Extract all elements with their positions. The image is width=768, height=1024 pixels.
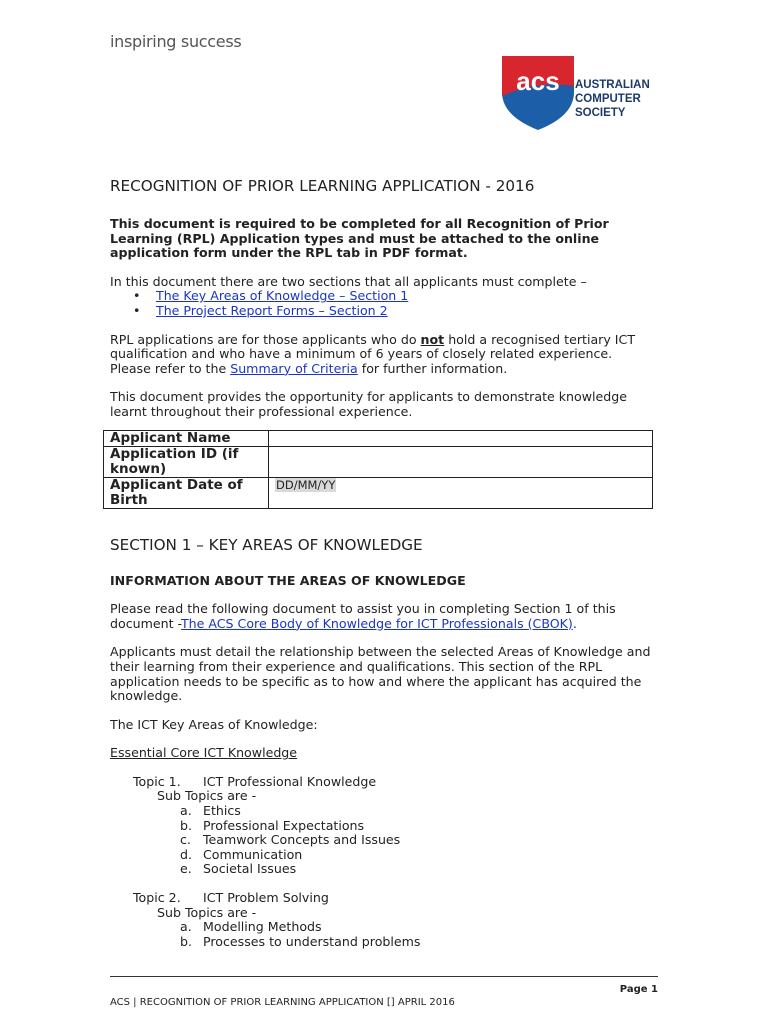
list-text: Societal Issues (203, 861, 297, 877)
document-title: RECOGNITION OF PRIOR LEARNING APPLICATION - 2016 (110, 177, 535, 195)
cbok-link[interactable]: The ACS Core Body of Knowledge for ICT Professionals (CBOK) (180, 615, 573, 631)
list-letter: e. (180, 861, 192, 877)
list-item (110, 804, 655, 819)
table-row (104, 477, 653, 508)
footer-divider (110, 976, 658, 977)
key-areas-link[interactable]: The Key Areas of Knowledge – Section 1 (156, 288, 409, 304)
opportunity-paragraph: This document provides the opportunity for applicants to demonstrate knowledge learnt throughout their professional experience. (110, 389, 628, 419)
list-text: Professional Expectations (203, 817, 365, 833)
date-of-birth-placeholder: DD/MM/YY (276, 477, 336, 492)
list-item (110, 848, 655, 863)
list-text: Communication (203, 846, 303, 862)
rpl-emphasis: not (420, 331, 445, 347)
topic-name: ICT Professional Knowledge (203, 773, 377, 789)
rpl-paragraph (110, 333, 655, 377)
section-links-list (110, 289, 655, 318)
subtopics-label: Sub Topics are - (157, 904, 257, 920)
rpl-text-after: hold a recognised tertiary ICT qualification and who have a minimum of 6 years of closely related experience. Please refer to the (110, 331, 636, 376)
applicant-details-table (103, 430, 653, 509)
list-letter: b. (180, 933, 192, 949)
topic-2 (110, 891, 655, 949)
rpl-text-before: RPL applications are for those applicants who do (110, 331, 421, 347)
list-letter: c. (180, 832, 191, 848)
table-row (104, 446, 653, 477)
rpl-text-end: for further information. (357, 360, 508, 376)
topic-1 (110, 775, 655, 877)
list-item (110, 920, 655, 935)
section-link-item (110, 304, 655, 319)
list-letter: a. (180, 919, 192, 935)
ict-key-areas-label: The ICT Key Areas of Knowledge: (110, 716, 318, 732)
list-letter: a. (180, 803, 192, 819)
page-number: Page 1 (619, 984, 658, 995)
topic-name: ICT Problem Solving (203, 890, 329, 906)
list-text: Processes to understand problems (203, 933, 421, 949)
section-link-item (110, 289, 655, 304)
list-item (110, 833, 655, 848)
read-text-after: . (572, 615, 577, 631)
table-row (104, 430, 653, 446)
logo-wordmark (575, 78, 650, 120)
footer-text: ACS | RECOGNITION OF PRIOR LEARNING APPLICATION [] APRIL 2016 (110, 997, 455, 1008)
application-id-label: Application ID (if known) (104, 446, 269, 477)
list-text: Modelling Methods (203, 919, 322, 935)
topic-number: Topic 2. (133, 890, 181, 906)
list-item (110, 862, 655, 877)
document-body (110, 176, 655, 949)
read-paragraph (110, 602, 655, 631)
list-item (110, 819, 655, 834)
list-letter: d. (180, 846, 192, 862)
list-item (110, 935, 655, 950)
acs-logo (498, 52, 668, 132)
intro-paragraph: This document is required to be completed for all Recognition of Prior Learning (RPL) Application types and must be attached to the online application form under the RPL tab in PDF format. (110, 216, 609, 261)
application-id-field[interactable] (269, 446, 653, 477)
topic-heading (133, 891, 655, 906)
subtopics-list (110, 804, 655, 877)
applicant-name-field[interactable] (269, 430, 653, 446)
section1-title: SECTION 1 – KEY AREAS OF KNOWLEDGE (110, 535, 423, 554)
topic-number: Topic 1. (133, 773, 181, 789)
topic-heading (133, 775, 655, 790)
subtopics-label: Sub Topics are - (157, 788, 257, 804)
list-text: Ethics (203, 803, 241, 819)
list-text: Teamwork Concepts and Issues (203, 832, 401, 848)
logo-line-1: AUSTRALIAN (575, 79, 650, 91)
applicant-name-label: Applicant Name (104, 430, 269, 446)
applicants-paragraph: Applicants must detail the relationship between the selected Areas of Knowledge and their learning from their experience and qualifications. This section of the RPL application needs to be specific as to how and where the applicant has acquired the knowledge. (110, 644, 651, 704)
essential-core-heading: Essential Core ICT Knowledge (110, 745, 298, 761)
info-heading: INFORMATION ABOUT THE AREAS OF KNOWLEDGE (110, 572, 466, 588)
read-text-before: Please read the following document to assist you in completing Section 1 of this document - (110, 601, 616, 631)
subtopics-list (110, 920, 655, 949)
logo-line-2: COMPUTER (575, 93, 641, 105)
list-letter: b. (180, 817, 192, 833)
project-report-link[interactable]: The Project Report Forms – Section 2 (156, 302, 388, 318)
date-of-birth-field[interactable] (269, 477, 653, 508)
tagline: inspiring success (110, 32, 242, 51)
summary-of-criteria-link[interactable]: Summary of Criteria (230, 360, 358, 376)
acs-shield-icon (498, 52, 578, 132)
sections-intro: In this document there are two sections that all applicants must complete – (110, 273, 587, 289)
logo-mark-text: acs (516, 66, 560, 96)
logo-line-3: SOCIETY (575, 107, 626, 119)
date-of-birth-label: Applicant Date of Birth (104, 477, 269, 508)
